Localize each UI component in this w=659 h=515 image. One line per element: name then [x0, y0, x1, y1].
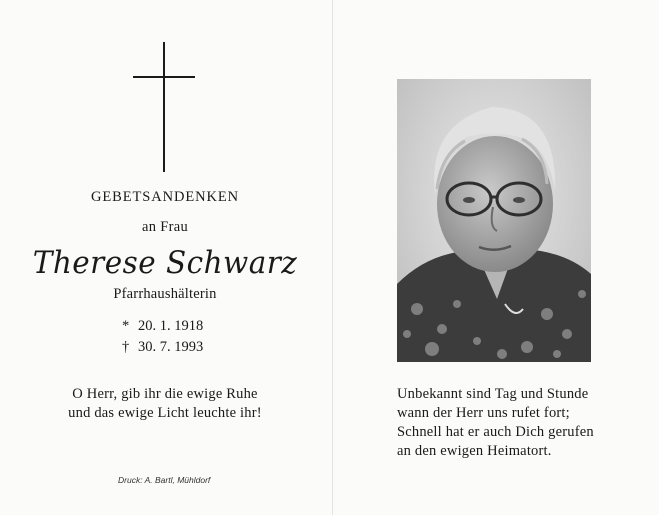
- birth-date-row: [122, 316, 203, 337]
- printer-credit: Druck: A. Bartl, Mühldorf: [118, 475, 211, 485]
- portrait-image: [397, 79, 591, 362]
- death-date-row: [122, 337, 203, 358]
- verse-line: an den ewigen Heimatort.: [397, 443, 552, 459]
- prayer-line: und das ewige Licht leuchte ihr!: [68, 405, 262, 421]
- portrait-photo: [397, 79, 591, 362]
- verse-line: Schnell hat er auch Dich gerufen: [397, 424, 594, 440]
- verse-line: Unbekannt sind Tag und Stunde: [397, 386, 589, 402]
- death-date: 30. 7. 1993: [138, 339, 204, 355]
- prayer-text: [0, 385, 330, 423]
- fold-line: [332, 0, 333, 515]
- card-heading: GEBETSANDENKEN: [91, 189, 239, 205]
- deceased-name: Therese Schwarz: [32, 245, 298, 281]
- salutation: an Frau: [142, 219, 188, 235]
- verse-text: [397, 385, 594, 461]
- birth-symbol: *: [122, 318, 130, 334]
- death-symbol: †: [122, 339, 130, 355]
- birth-date: 20. 1. 1918: [138, 318, 204, 334]
- occupation: Pfarrhaushälterin: [113, 286, 217, 302]
- verse-line: wann der Herr uns rufet fort;: [397, 405, 570, 421]
- cross-icon: [133, 42, 195, 172]
- life-dates: [122, 316, 203, 358]
- prayer-line: O Herr, gib ihr die ewige Ruhe: [72, 386, 258, 402]
